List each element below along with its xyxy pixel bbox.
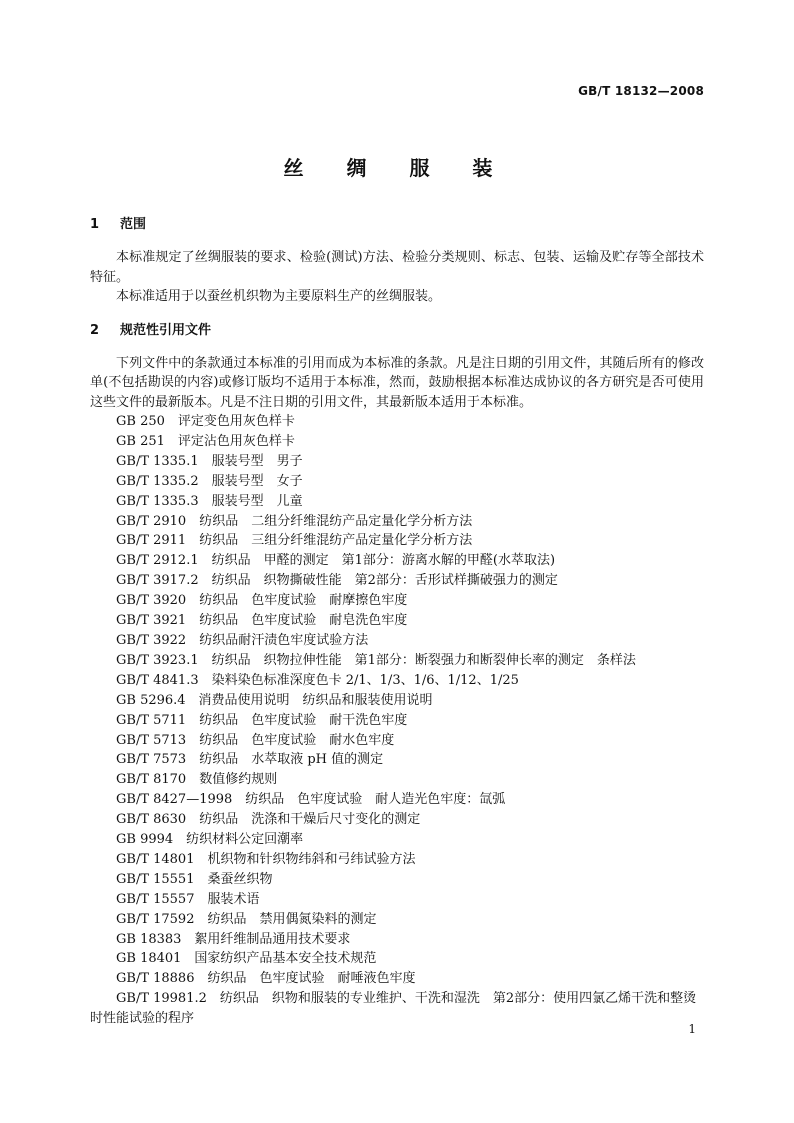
section-number: 1: [90, 217, 100, 232]
reference-item: GB/T 1335.3 服装号型 儿童: [116, 493, 303, 509]
reference-item: GB/T 8630 纺织品 洗涤和干燥后尺寸变化的测定: [116, 812, 421, 828]
page-number: 1: [688, 1022, 696, 1036]
reference-item: GB 18383 絮用纤维制品通用技术要求: [116, 931, 351, 947]
reference-item: GB/T 3920 纺织品 色牢度试验 耐摩擦色牢度: [116, 593, 408, 609]
reference-item: GB/T 1335.1 服装号型 男子: [116, 453, 303, 469]
reference-item: GB/T 19981.2 纺织品 织物和服装的专业维护、干洗和湿洗 第2部分：使用四氯乙烯干洗和整烫时性能试验的程序: [90, 991, 697, 1027]
reference-item: GB/T 3922 纺织品耐汗渍色牢度试验方法: [116, 632, 369, 648]
reference-item: GB/T 1335.2 服装号型 女子: [116, 473, 303, 489]
reference-item: GB 9994 纺织材料公定回潮率: [116, 832, 304, 848]
reference-item: GB/T 2911 纺织品 三组分纤维混纺产品定量化学分析方法: [116, 533, 473, 549]
reference-item: GB/T 8427—1998 纺织品 色牢度试验 耐人造光色牢度：氙弧: [116, 792, 506, 808]
reference-item: GB/T 18886 纺织品 色牢度试验 耐唾液色牢度: [116, 971, 416, 987]
section-number: 2: [90, 322, 100, 338]
reference-item: GB/T 14801 机织物和针织物纬斜和弓纬试验方法: [116, 851, 416, 867]
reference-item: GB/T 7573 纺织品 水萃取液 pH 值的测定: [116, 752, 384, 768]
reference-list: [90, 412, 704, 1029]
section-heading-scope: [90, 215, 704, 235]
reference-item: GB 18401 国家纺织产品基本安全技术规范: [116, 951, 377, 967]
reference-item: GB/T 5713 纺织品 色牢度试验 耐水色牢度: [116, 732, 395, 748]
reference-item: GB/T 2912.1 纺织品 甲醛的测定 第1部分：游离水解的甲醛(水萃取法): [116, 553, 556, 569]
page-title: 丝 绸 服 装: [283, 156, 511, 180]
reference-item: GB/T 15551 桑蚕丝织物: [116, 871, 273, 887]
section-title: 范围: [120, 217, 147, 232]
reference-item: GB/T 4841.3 染料染色标准深度色卡 2/1、1/3、1/6、1/12、1/25: [116, 672, 519, 688]
paragraph: 下列文件中的条款通过本标准的引用而成为本标准的条款。凡是注日期的引用文件，其随后所有的修改单(不包括勘误的内容)或修订版均不适用于本标准，然而，鼓励根据本标准达成协议的各方研究是否可使用这些文件的最新版本。凡是不注日期的引用文件，其最新版本适用于本标准。: [90, 355, 704, 410]
section-title: 规范性引用文件: [120, 322, 212, 338]
section-heading-normative-references: [90, 321, 704, 341]
reference-item: GB/T 3917.2 纺织品 织物撕破性能 第2部分：舌形试样撕破强力的测定: [116, 573, 558, 589]
reference-item: GB/T 15557 服装术语: [116, 891, 260, 907]
reference-item: GB 250 评定变色用灰色样卡: [116, 414, 295, 429]
reference-item: GB/T 17592 纺织品 禁用偶氮染料的测定: [116, 911, 377, 927]
reference-item: GB/T 3923.1 纺织品 织物拉伸性能 第1部分：断裂强力和断裂伸长率的测定 条样法: [116, 652, 636, 668]
reference-item: GB/T 2910 纺织品 二组分纤维混纺产品定量化学分析方法: [116, 513, 473, 529]
document-code: GB/T 18132—2008: [578, 84, 704, 98]
reference-item: GB/T 3921 纺织品 色牢度试验 耐皂洗色牢度: [116, 613, 408, 629]
paragraph: 本标准适用于以蚕丝机织物为主要原料生产的丝绸服装。: [116, 289, 442, 304]
reference-item: GB/T 8170 数值修约规则: [116, 772, 278, 788]
document-body: [90, 215, 704, 1029]
reference-item: GB/T 5711 纺织品 色牢度试验 耐干洗色牢度: [116, 712, 408, 728]
reference-item: GB 251 评定沾色用灰色样卡: [116, 433, 295, 449]
reference-item: GB 5296.4 消费品使用说明 纺织品和服装使用说明: [116, 692, 433, 708]
paragraph: 本标准规定了丝绸服装的要求、检验(测试)方法、检验分类规则、标志、包装、运输及贮存等全部技术特征。: [90, 250, 704, 285]
